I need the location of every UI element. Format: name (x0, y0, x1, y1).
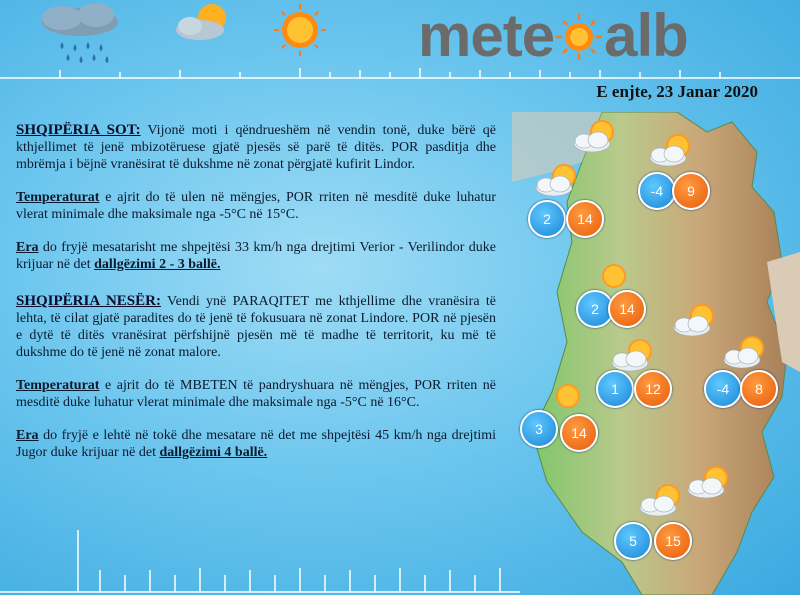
bottom-ruler-decoration (0, 520, 520, 595)
max-temp-badge: 14 (566, 200, 604, 238)
tomorrow-temp-text: e ajrit do të MBETEN të pandryshuara në mëngjes, POR rriten në mesditë duke luhatur vlerat minimale dhe maksimale nga -5°C në 16°C. (16, 378, 496, 410)
partly-cloudy-icon (574, 118, 620, 154)
tomorrow-wave-text: dallgëzimi 4 ballë. (159, 445, 268, 460)
tomorrow-temperature (16, 377, 496, 411)
tomorrow-intro: Vendi ynë PARAQITET me kthjellime dhe vranësira të lehta, të cilat gjatë paradites do të jenë të fokusuara në zonat Lindore. POR në pjesën e dytë të ditës vranësirat përfshijnë pjesën më të madhe të territorit, ku më të dukshme do të jenë në zonat malore. (16, 294, 496, 360)
tomorrow-wind (16, 427, 496, 461)
min-temp-badge: 1 (596, 370, 634, 408)
rain-cloud-icon (42, 3, 118, 63)
today-wind-label: Era (16, 240, 39, 255)
tomorrow-title: SHQIPËRIA NESËR: (16, 293, 161, 309)
max-temp-badge: 15 (654, 522, 692, 560)
min-temp-badge: 5 (614, 522, 652, 560)
min-temp-badge: -4 (704, 370, 742, 408)
max-temp-badge: 14 (560, 414, 598, 452)
today-temp-label: Temperaturat (16, 190, 100, 205)
min-temp-badge: 2 (576, 290, 614, 328)
tomorrow-wind-label: Era (16, 428, 39, 443)
min-temp-badge: 2 (528, 200, 566, 238)
today-wind (16, 239, 496, 273)
tomorrow-wind-text: do fryjë e lehtë në tokë dhe mesatare në det me shpejtësi 45 km/h nga drejtimi Jugor duke krijuar në det (16, 428, 496, 460)
today-wave-text: dallgëzimi 2 - 3 ballë. (94, 257, 221, 272)
forecast-date: E enjte, 23 Janar 2020 (596, 82, 758, 101)
max-temp-badge: 14 (608, 290, 646, 328)
top-ruler-decoration (0, 66, 800, 80)
partly-cloudy-icon (640, 482, 686, 518)
partly-cloudy-icon (650, 132, 696, 168)
albania-forecast-map (512, 112, 800, 595)
today-temperature (16, 189, 496, 223)
logo-text-right: alb (604, 2, 688, 69)
header-weather-icons (0, 0, 330, 70)
partly-cloudy-icon (536, 162, 582, 198)
sun-icon (540, 382, 586, 418)
min-temp-badge: -4 (638, 172, 676, 210)
logo-text-left: mete (418, 2, 555, 69)
min-temp-badge: 3 (520, 410, 558, 448)
sun-icon (586, 262, 632, 298)
max-temp-badge: 12 (634, 370, 672, 408)
partly-cloudy-icon (674, 302, 720, 338)
sun-icon (554, 12, 604, 62)
max-temp-badge: 8 (740, 370, 778, 408)
today-title: SHQIPËRIA SOT: (16, 122, 141, 138)
partly-cloudy-icon (612, 337, 658, 373)
today-summary (16, 122, 496, 173)
partly-cloudy-icon (176, 4, 226, 40)
today-intro: Vijonë moti i qëndrueshëm në vendin tonë, duke bërë që kthjellimet të jenë mbizotëruese gjatë pjesës së parë të ditës. POR pasditja dhe mbrëmja i bëjnë vranësirat të dukshme në zonat përgjatë kufirit Lindor. (16, 123, 496, 172)
partly-cloudy-icon (724, 334, 770, 370)
tomorrow-temp-label: Temperaturat (16, 378, 100, 393)
meteoalb-logo (418, 2, 688, 69)
today-wind-text: do fryjë mesatarisht me shpejtësi 33 km/h nga drejtimi Verior - Verilindor duke krijuar në det (16, 240, 496, 272)
tomorrow-summary (16, 293, 496, 361)
forecast-text-panel (16, 122, 496, 477)
partly-cloudy-icon (688, 464, 734, 500)
max-temp-badge: 9 (672, 172, 710, 210)
today-temp-text: e ajrit do të ulen në mëngjes, POR rriten në mesditë duke luhatur vlerat minimale dhe maksimale nga -5°C në 15°C. (16, 190, 496, 222)
sun-icon (274, 4, 326, 56)
